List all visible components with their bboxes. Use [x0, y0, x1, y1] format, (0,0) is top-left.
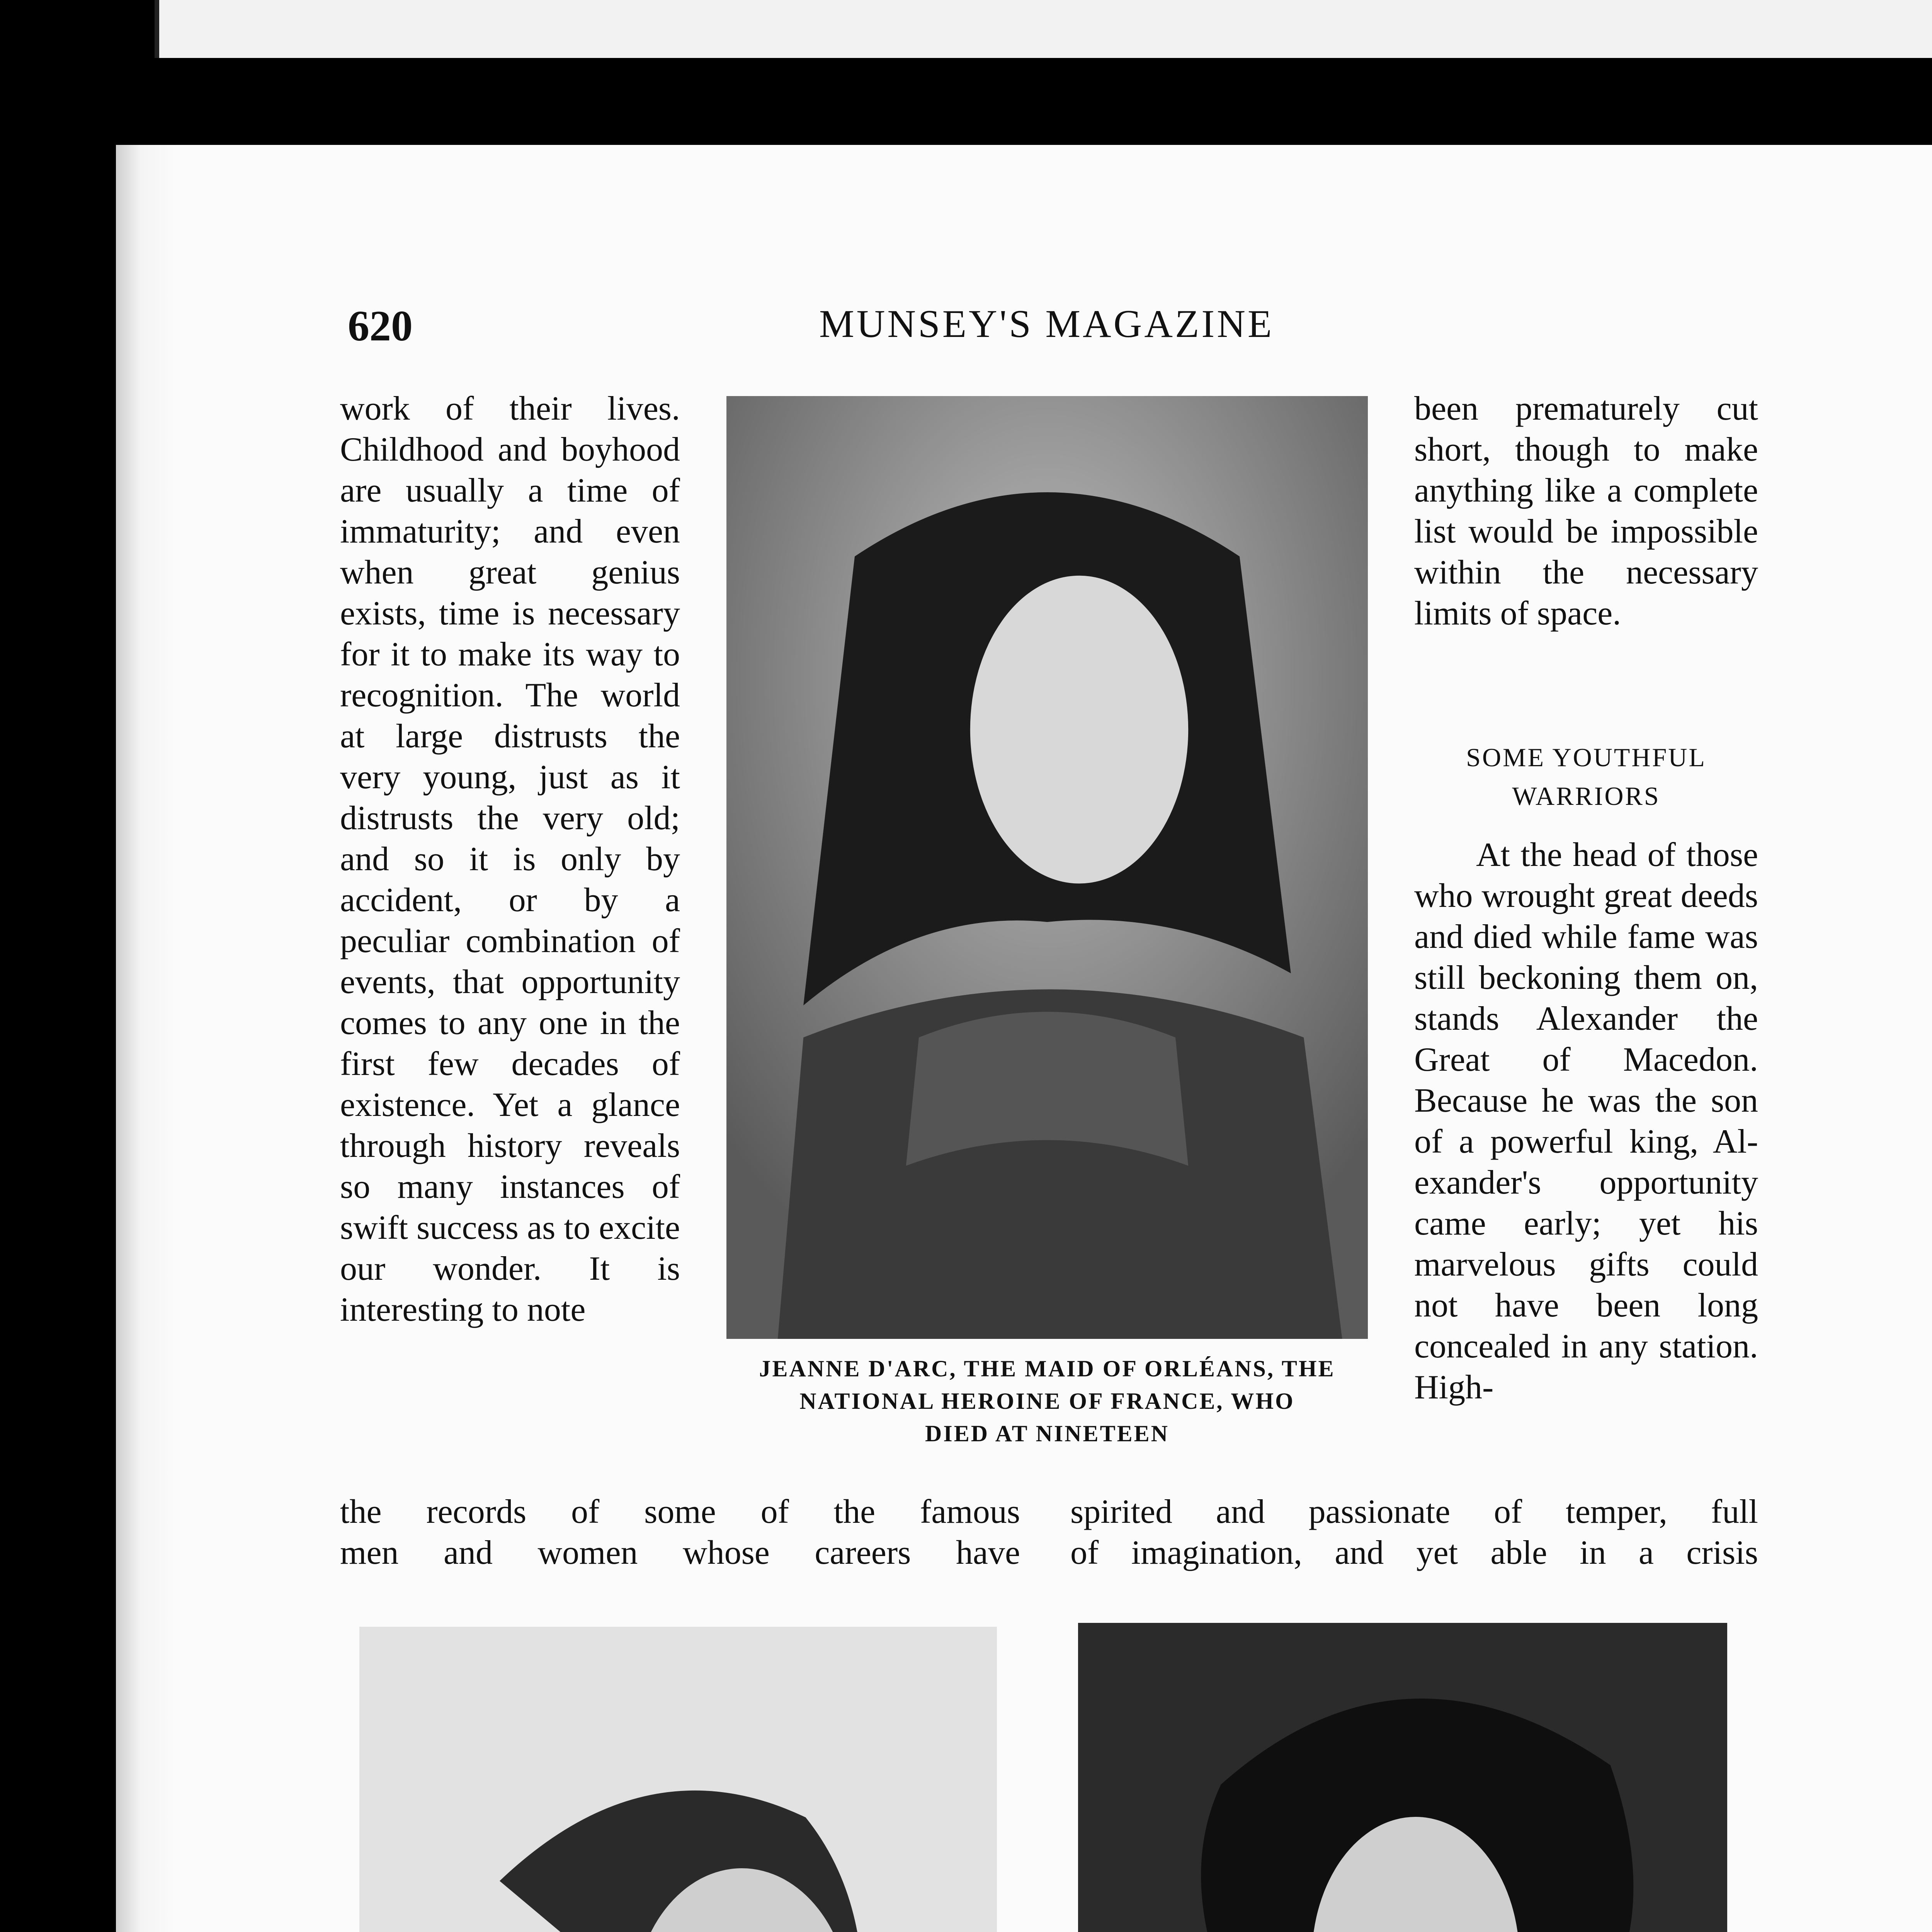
page-rule [155, 0, 159, 58]
jeanne-caption [726, 1352, 1368, 1450]
running-head: MUNSEY'S MAGAZINE [819, 302, 1274, 346]
caption-line: JEANNE D'ARC, THE MAID OF ORLÉANS, THE [759, 1356, 1335, 1381]
subheading-line: WARRIORS [1512, 781, 1660, 811]
text-segment: men and women whose careers have [340, 1534, 1020, 1571]
text-segment: the records of some of the famous [340, 1493, 1020, 1531]
caption-line: DIED AT NINETEEN [925, 1421, 1169, 1446]
previous-page-strip [155, 0, 1932, 58]
text-line [340, 1492, 1758, 1532]
page-number: 620 [348, 302, 413, 350]
right-column-bottom-text: At the head of those who wrought great deeds and died while fame was still beckoning them on, stands Alexander the Great of Macedon. Because he was the son of a powerful king, Alexander's opportunity came early; yet his marvelous gifts could not have been long concealed in any station. High- [1414, 836, 1758, 1406]
caption-line: NATIONAL HEROINE OF FRANCE, WHO [799, 1388, 1295, 1414]
stonewall-jackson-portrait [359, 1627, 997, 1932]
subheading-line: SOME YOUTHFUL [1466, 743, 1706, 772]
text-segment: of imagination, and yet able in a crisis [1070, 1534, 1758, 1571]
page-gutter [116, 145, 178, 1932]
left-column-text: work of their lives. Childhood and boyhood are usually a time of immaturity; and even when great genius exists, time is necessary for it to make its way to recognition. The world at large distrusts the very young, just as it distrusts the very old; and so it is only by accident, or by a peculiar combination of events, that opportunity comes to any one in the first few decades of existence. Yet a glance through history reveals so many instances of swift success as to excite our wonder. It is interesting to note [340, 390, 680, 1328]
full-width-text [340, 1492, 1758, 1573]
jeanne-darc-portrait [726, 396, 1368, 1339]
right-column-top-text: been prematurely cut short, though to make anything like a complete list would be impossible within the necessary limits of space. [1414, 390, 1758, 632]
karl-korner-portrait [1078, 1623, 1727, 1932]
section-subheading [1414, 738, 1758, 815]
text-segment: spirited and passionate of temper, full [1070, 1493, 1758, 1531]
text-line [340, 1532, 1758, 1573]
